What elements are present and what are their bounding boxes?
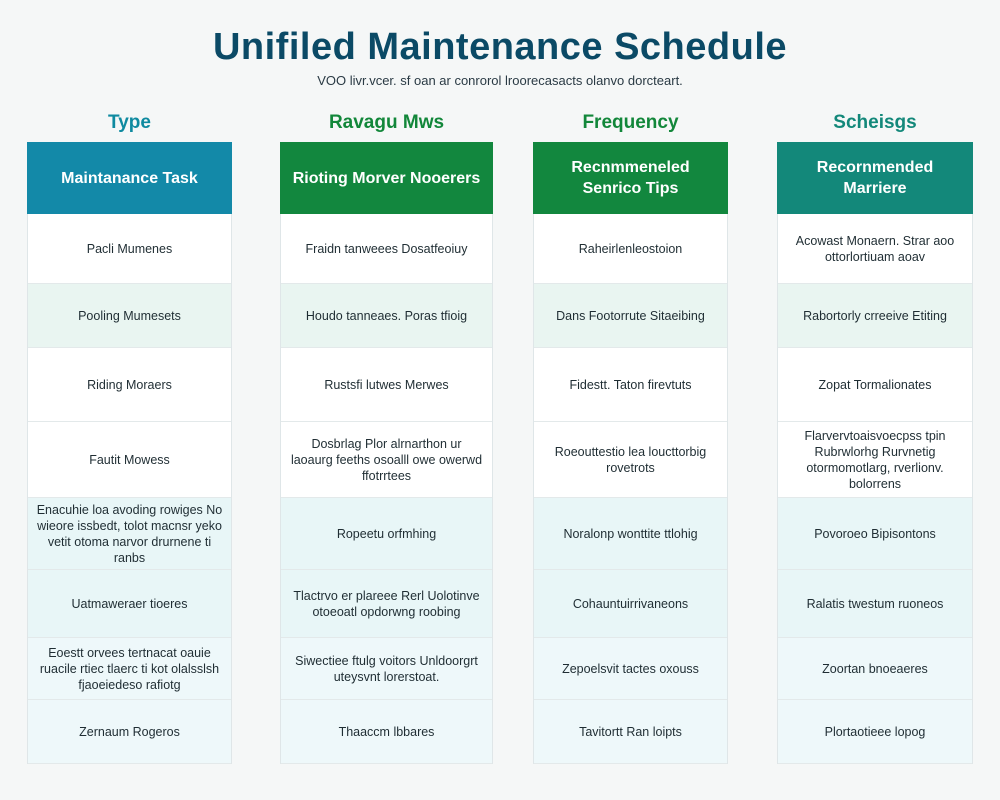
column-header: Rioting Morver Nooerers — [280, 142, 493, 214]
table-cell: Houdo tanneaes. Poras tfioig — [281, 284, 492, 348]
column-type — [27, 110, 232, 770]
table-cell: Siwectiee ftulg voitors Unldoorgrt uteysvnt lorerstoat. — [281, 638, 492, 700]
table-cell: Dans Footorrute Sitaeibing — [534, 284, 727, 348]
table-cell: Noralonp wonttite ttlohig — [534, 498, 727, 570]
table-cell: Cohauntuirrivaneons — [534, 570, 727, 638]
table-cell: Rabortorly crreeive Etiting — [778, 284, 972, 348]
table-cell: Fautit Mowess — [28, 422, 231, 498]
table-cell: Tavitortt Ran loipts — [534, 700, 727, 764]
column-rows — [533, 214, 728, 764]
table-cell: Rustsfi lutwes Merwes — [281, 348, 492, 422]
table-cell: Tlactrvo er plareee Rerl Uolotinve otoeoatl opdorwng roobing — [281, 570, 492, 638]
page-title: Unifiled Maintenance Schedule — [212, 26, 788, 68]
table-cell: Ropeetu orfmhing — [281, 498, 492, 570]
table-cell: Uatmaweraer tioeres — [28, 570, 231, 638]
table-cell: Acowast Monaern. Strar aoo ottorlortiuam aoav — [778, 214, 972, 284]
column-label: Type — [108, 112, 151, 133]
column-header: Maintanance Task — [27, 142, 232, 214]
table-cell: Povoroeo Bipisontons — [778, 498, 972, 570]
table-cell: Thaaccm lbbares — [281, 700, 492, 764]
table-cell: Riding Moraers — [28, 348, 231, 422]
table-cell: Roeouttestio lea loucttorbig rovetrots — [534, 422, 727, 498]
column-label: Ravagu Mws — [328, 112, 445, 133]
column-riding-mower — [280, 110, 493, 770]
table-cell: Zernaum Rogeros — [28, 700, 231, 764]
table-cell: Ralatis twestum ruoneos — [778, 570, 972, 638]
table-cell: Fidestt. Taton firevtuts — [534, 348, 727, 422]
column-frequency — [533, 110, 728, 770]
table-cell: Enacuhie loa avoding rowiges No wieore issbedt, tolot macnsr yeko vetit otoma narvor drurnene ti ranbs — [28, 498, 231, 570]
column-label: Frequency — [582, 112, 679, 133]
column-header: Recnmmeneled Senrico Tips — [533, 142, 728, 214]
table-cell: Raheirlenleostoion — [534, 214, 727, 284]
table-cell: Eoestt orvees tertnacat oauie ruacile rtiec tlaerc ti kot olalsslsh fjaoeiedeso rafiotg — [28, 638, 231, 700]
column-rows — [280, 214, 493, 764]
table-cell: Dosbrlag Plor alrnarthon ur laoaurg feeths osoalll owe owerwd ffotrrtees — [281, 422, 492, 498]
column-label: Scheisgs — [833, 112, 917, 133]
table-cell: Pacli Mumenes — [28, 214, 231, 284]
column-schedule — [777, 110, 973, 770]
table-cell: Zoortan bnoeaeres — [778, 638, 972, 700]
table-cell: Plortaotieee lopog — [778, 700, 972, 764]
table-cell: Fraidn tanweees Dosatfeoiuy — [281, 214, 492, 284]
table-cell: Pooling Mumesets — [28, 284, 231, 348]
column-rows — [777, 214, 973, 764]
table-cell: Zepoelsvit tactes oxouss — [534, 638, 727, 700]
column-rows — [27, 214, 232, 764]
table-cell: Zopat Tormalionates — [778, 348, 972, 422]
page-subtitle: VOO livr.vcer. sf oan ar conrorol lroorecasacts olanvo dorcteart. — [317, 73, 683, 88]
table-cell: Flarvervtoaisvoecpss tpin Rubrwlorhg Rurvnetig otormomotlarg, rverlionv. bolorrens — [778, 422, 972, 498]
column-header: Recornmended Marriere — [777, 142, 973, 214]
